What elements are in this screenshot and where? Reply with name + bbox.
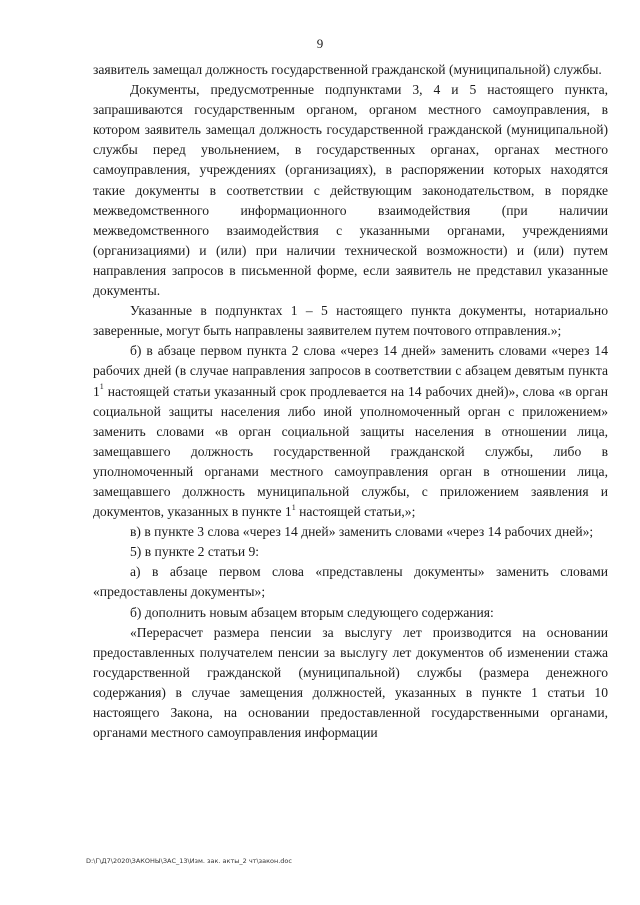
paragraph-6: 5) в пункте 2 статьи 9: bbox=[130, 544, 260, 560]
paragraph-9: «Перерасчет размера пенсии за выслугу лет производится на основании предоставленных получателем пенсии за выслугу лет документов об изменении стажа государственной гражданской (муниципальной) службы (размера денежного содержания) в случае замещения должностей, указанных в пункте 1 статьи 10 настоящего Закона, на основании предоставленной государственными органами, органами местного самоуправления информации bbox=[93, 624, 608, 741]
file-path-footer: D:\Г\Д7\2020\ЗАКОНЫ\ЗАС_13\Изм. зак. акты_2 чт\закон.doc bbox=[86, 857, 292, 865]
paragraph-8: б) дополнить новым абзацем вторым следующего содержания: bbox=[130, 604, 494, 620]
paragraph-4-part-3: настоящей статьи,»; bbox=[295, 504, 416, 520]
paragraph-3: Указанные в подпунктах 1 – 5 настоящего пункта документы, нотариально заверенные, могут быть направлены заявителем путем почтового отправления.»; bbox=[93, 303, 608, 339]
document-body bbox=[93, 60, 608, 743]
paragraph-4-part-1: б) в абзаце первом пункта 2 слова «через 14 дней» заменить словами «через 14 рабочих дней (в случае направления запросов в соответствии с абзацем девятым пункта 1 bbox=[93, 343, 608, 399]
superscript-2: 1 bbox=[291, 502, 296, 512]
paragraph-4-part-2: настоящей статьи указанный срок продлевается на 14 рабочих дней)», слова «в орган социальной защиты населения либо иной уполномоченный орган с приложением» заменить словами «в орган социальной защиты населения в отношении лица, замещавшего должность государственной гражданской службы, либо в уполномоченный органами местного самоуправления орган в отношении лица, замещавшего должность муниципальной службы, с приложением заявления и документов, указанных в пункте 1 bbox=[93, 383, 608, 520]
page-number: 9 bbox=[316, 36, 324, 51]
paragraph-2: Документы, предусмотренные подпунктами 3, 4 и 5 настоящего пункта, запрашиваются государственным органом, органом местного самоуправления, в котором заявитель замещал должность государственной гражданской (муниципальной) службы перед увольнением, в государственных органах, органах местного самоуправления, учреждениях (организациях), в распоряжении которых находятся такие документы в соответствии с действующим законодательством, в порядке межведомственного информационного взаимодействия (при наличии межведомственного взаимодействия с указанными органами, учреждениями (организациями) и (или) при наличии технической возможности) и (или) путем направления запросов в письменной форме, если заявитель не представил указанные документы. bbox=[93, 82, 608, 299]
paragraph-7: а) в абзаце первом слова «представлены документы» заменить словами «предоставлены документы»; bbox=[93, 564, 608, 600]
paragraph-4 bbox=[93, 341, 608, 522]
superscript-1: 1 bbox=[99, 381, 104, 391]
paragraph-5: в) в пункте 3 слова «через 14 дней» заменить словами «через 14 рабочих дней»; bbox=[130, 524, 594, 540]
paragraph-1: заявитель замещал должность государственной гражданской (муниципальной) службы. bbox=[93, 62, 602, 77]
